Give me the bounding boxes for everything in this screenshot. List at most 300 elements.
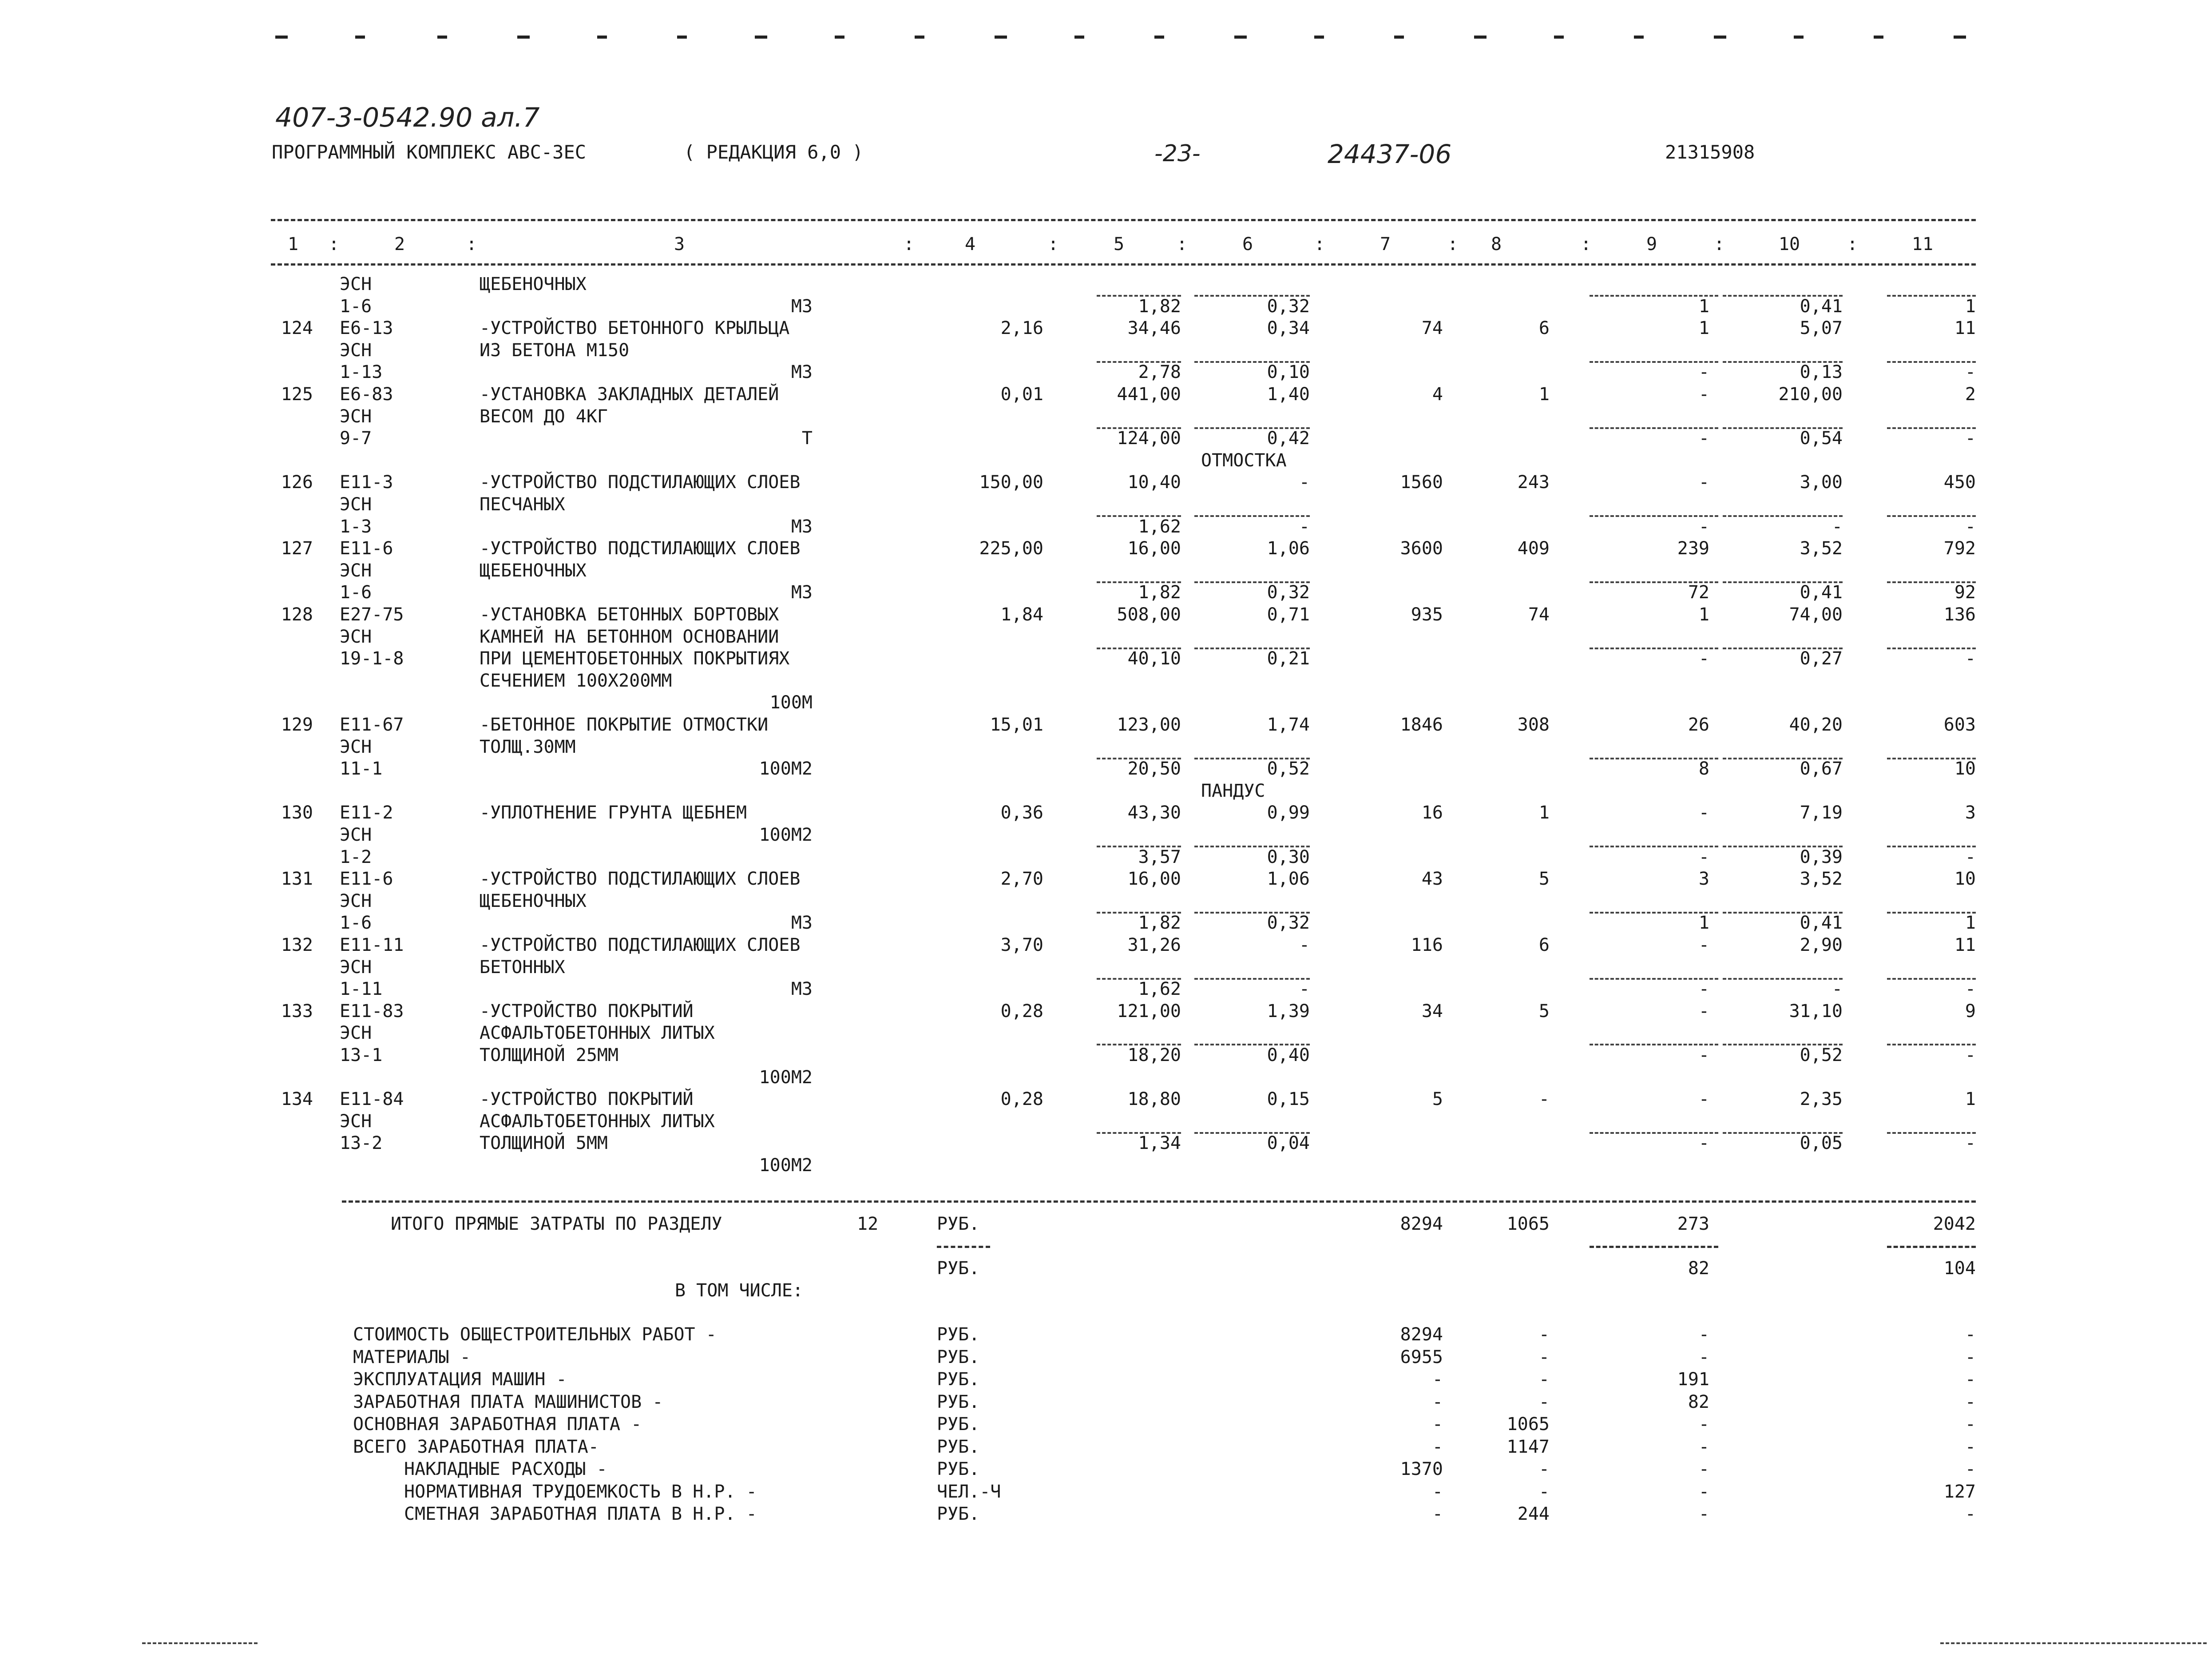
breakdown-label: ЭКСПЛУАТАЦИЯ МАШИН -	[353, 1369, 567, 1390]
table-cell-col11: 136	[1943, 604, 1976, 625]
column-separator: :	[1447, 234, 1459, 254]
table-cell-col3: -УСТАНОВКА БЕТОННЫХ БОРТОВЫХ	[480, 604, 779, 625]
breakdown-label: НОРМАТИВНАЯ ТРУДОЕМКОСТЬ В Н.Р. -	[404, 1482, 757, 1502]
table-cell-col4: 2,16	[1000, 318, 1043, 338]
column-header-10: 10	[1778, 234, 1800, 254]
table-cell-col8: 5	[1538, 1001, 1550, 1021]
table-cell-col5: 40,10	[1127, 648, 1181, 669]
column-separator: :	[1314, 234, 1325, 254]
table-cell-col11: -	[1965, 1133, 1976, 1153]
totals-top-rule	[342, 1200, 1976, 1203]
table-cell-col9: 3	[1698, 869, 1709, 889]
column-separator: :	[1581, 234, 1592, 254]
row-sub-rule	[1194, 978, 1310, 980]
table-cell-col3: -УСТРОЙСТВО ПОКРЫТИЙ	[480, 1089, 694, 1109]
table-cell-col6: -	[1299, 517, 1310, 537]
table-cell-col3: -УСТРОЙСТВО ПОДСТИЛАЮЩИХ СЛОЕВ	[480, 472, 801, 493]
table-cell-col11: 1	[1965, 1089, 1976, 1109]
top-dash-mark	[915, 36, 924, 39]
top-dash-mark	[1554, 36, 1564, 39]
column-separator: :	[1847, 234, 1858, 254]
table-cell-col9: -	[1698, 362, 1709, 382]
table-cell-col7: 74	[1421, 318, 1443, 338]
column-header-8: 8	[1491, 234, 1502, 254]
table-cell-col11: 1	[1965, 913, 1976, 933]
table-cell-col10: 3,52	[1800, 538, 1843, 559]
table-cell-col6: 1,39	[1267, 1001, 1310, 1021]
table-cell-col2: Е11-67	[340, 715, 404, 735]
breakdown-col8: 1147	[1506, 1437, 1550, 1457]
table-cell-col6: 0,42	[1267, 428, 1310, 449]
table-cell-col3: ТОЛЩ.30ММ	[480, 737, 576, 757]
table-cell-col10: 74,00	[1789, 604, 1843, 625]
table-cell-col9: -	[1698, 1089, 1709, 1109]
table-cell-col11: 603	[1943, 715, 1976, 735]
handwritten-page-number: -23-	[1154, 140, 1201, 167]
breakdown-col11: -	[1965, 1347, 1976, 1367]
column-header-3: 3	[674, 234, 685, 254]
top-dash-mark	[597, 36, 607, 39]
table-cell-col5: 1,62	[1138, 517, 1181, 537]
row-sub-rule	[1887, 1044, 1976, 1045]
table-cell-col3: 100М2	[759, 759, 813, 779]
totals-col9: 273	[1677, 1214, 1709, 1234]
row-sub-rule	[1887, 295, 1976, 297]
top-dash-mark	[437, 36, 447, 39]
totals-col8: 1065	[1506, 1214, 1550, 1234]
table-cell-col10: 0,41	[1800, 296, 1843, 317]
table-cell-col6: 0,52	[1267, 759, 1310, 779]
table-cell-col9: 72	[1688, 582, 1709, 603]
breakdown-col11: -	[1965, 1437, 1976, 1457]
top-dash-mark	[1394, 36, 1404, 39]
table-cell-col3: БЕТОННЫХ	[480, 957, 565, 978]
top-dash-mark	[1074, 36, 1084, 39]
table-cell-col10: 0,52	[1800, 1045, 1843, 1065]
table-cell-col8: 409	[1517, 538, 1550, 559]
breakdown-col9: -	[1698, 1437, 1709, 1457]
table-cell-col6: 0,34	[1267, 318, 1310, 338]
totals-col11-underline	[1887, 1246, 1976, 1248]
table-cell-col10: 0,54	[1800, 428, 1843, 449]
table-cell-col6: 1,40	[1267, 384, 1310, 405]
table-cell-col2: 1-6	[340, 296, 372, 317]
table-cell-col5: 18,20	[1127, 1045, 1181, 1065]
top-dash-mark	[677, 36, 687, 39]
totals-col11b: 104	[1943, 1258, 1976, 1279]
breakdown-col9: -	[1698, 1324, 1709, 1345]
breakdown-label: ВСЕГО ЗАРАБОТНАЯ ПЛАТА-	[353, 1437, 599, 1457]
row-sub-rule	[1887, 1132, 1976, 1134]
table-cell-col3: -УСТРОЙСТВО ПОДСТИЛАЮЩИХ СЛОЕВ	[480, 935, 801, 955]
table-cell-col2: 13-2	[340, 1133, 383, 1153]
breakdown-col9: -	[1698, 1459, 1709, 1479]
document-code: 21315908	[1665, 141, 1755, 163]
table-cell-col1: 128	[281, 604, 313, 625]
top-dash-mark	[1794, 36, 1804, 39]
column-header-7: 7	[1380, 234, 1391, 254]
table-cell-col6: -	[1299, 472, 1310, 493]
table-cell-col10: 7,19	[1800, 803, 1843, 823]
table-cell-col6: 0,40	[1267, 1045, 1310, 1065]
handwritten-doc-number: 407-3-0542.90 ал.7	[275, 102, 540, 133]
table-cell-col9: 1	[1698, 604, 1709, 625]
table-cell-col6: 1,06	[1267, 869, 1310, 889]
table-cell-col7: 1560	[1400, 472, 1443, 493]
table-cell-col9: -	[1698, 517, 1709, 537]
row-sub-rule	[1887, 648, 1976, 649]
table-cell-col3: -УПЛОТНЕНИЕ ГРУНТА ЩЕБНЕМ	[480, 803, 747, 823]
breakdown-col11: -	[1965, 1324, 1976, 1345]
column-header-2: 2	[394, 234, 405, 254]
table-cell-col1: 124	[281, 318, 313, 338]
including-label: В ТОМ ЧИСЛЕ:	[675, 1280, 803, 1301]
table-cell-col2: Е11-6	[340, 538, 393, 559]
table-cell-col3: -УСТРОЙСТВО БЕТОННОГО КРЫЛЬЦА	[480, 318, 790, 338]
table-cell-col3: ЩЕБЕНОЧНЫХ	[480, 891, 587, 911]
breakdown-col8: -	[1538, 1347, 1550, 1367]
table-cell-col2: 19-1-8	[340, 648, 404, 669]
table-cell-col5: 121,00	[1117, 1001, 1181, 1021]
table-cell-col10: 0,41	[1800, 913, 1843, 933]
table-cell-col4: 2,70	[1000, 869, 1043, 889]
column-separator: :	[1714, 234, 1725, 254]
table-cell-col5: 1,62	[1138, 979, 1181, 999]
table-cell-col2: 1-2	[340, 847, 372, 867]
table-cell-col3: М3	[791, 517, 813, 537]
table-cell-col1: 134	[281, 1089, 313, 1109]
table-cell-col5: 123,00	[1117, 715, 1181, 735]
table-cell-col6: -	[1299, 935, 1310, 955]
top-dash-mark	[1474, 36, 1487, 39]
table-cell-col8: 1	[1538, 384, 1550, 405]
totals-label: ИТОГО ПРЯМЫЕ ЗАТРАТЫ ПО РАЗДЕЛУ	[391, 1214, 722, 1234]
table-cell-col8: 74	[1528, 604, 1550, 625]
table-cell-col4: 225,00	[979, 538, 1043, 559]
table-cell-col1: 127	[281, 538, 313, 559]
totals-col9-underline	[1590, 1246, 1718, 1248]
column-header-6: 6	[1242, 234, 1253, 254]
top-dash-mark	[355, 36, 365, 39]
table-cell-col11: 3	[1965, 803, 1976, 823]
totals-col9b: 82	[1688, 1258, 1709, 1279]
table-cell-col6: 0,32	[1267, 913, 1310, 933]
table-cell-col9: 239	[1677, 538, 1709, 559]
breakdown-label: СТОИМОСТЬ ОБЩЕСТРОИТЕЛЬНЫХ РАБОТ -	[353, 1324, 717, 1345]
table-cell-col3: -БЕТОННОЕ ПОКРЫТИЕ ОТМОСТКИ	[480, 715, 769, 735]
table-cell-col5: 2,78	[1138, 362, 1181, 382]
table-cell-col9: -	[1698, 648, 1709, 669]
table-cell-col4: 15,01	[990, 715, 1043, 735]
table-cell-col4: 0,01	[1000, 384, 1043, 405]
breakdown-col7: -	[1432, 1504, 1443, 1524]
breakdown-col9: -	[1698, 1504, 1709, 1524]
breakdown-col11: -	[1965, 1369, 1976, 1390]
table-cell-col9: -	[1698, 847, 1709, 867]
table-cell-col5: 1,82	[1138, 582, 1181, 603]
table-cell-col2: Е6-13	[340, 318, 393, 338]
table-cell-col2: 1-3	[340, 517, 372, 537]
table-cell-col11: 10	[1954, 759, 1976, 779]
breakdown-col9: -	[1698, 1482, 1709, 1502]
column-header-1: 1	[287, 234, 299, 254]
breakdown-col9: -	[1698, 1347, 1709, 1367]
table-cell-col10: 2,35	[1800, 1089, 1843, 1109]
table-cell-col9: 1	[1698, 913, 1709, 933]
breakdown-unit: РУБ.	[937, 1414, 980, 1434]
table-cell-col2: ЭСН	[340, 340, 372, 361]
breakdown-col7: -	[1432, 1437, 1443, 1457]
table-cell-col10: 0,41	[1800, 582, 1843, 603]
edition-label: ( РЕДАКЦИЯ 6,0 )	[684, 141, 864, 163]
table-cell-col11: -	[1965, 1045, 1976, 1065]
table-cell-col5: 1,82	[1138, 913, 1181, 933]
table-cell-col10: 0,39	[1800, 847, 1843, 867]
table-cell-col10: 2,90	[1800, 935, 1843, 955]
table-cell-col9: 1	[1698, 296, 1709, 317]
table-cell-col8: 243	[1517, 472, 1550, 493]
table-cell-col3: М3	[791, 979, 813, 999]
table-cell-col9: -	[1698, 803, 1709, 823]
table-cell-col4: 0,28	[1000, 1001, 1043, 1021]
table-cell-col9: 26	[1688, 715, 1709, 735]
top-dash-mark	[995, 36, 1007, 39]
table-cell-col11: 1	[1965, 296, 1976, 317]
table-cell-col7: 5	[1432, 1089, 1443, 1109]
table-cell-col2: ЭСН	[340, 560, 372, 581]
table-cell-col10: 0,27	[1800, 648, 1843, 669]
table-cell-col5: 124,00	[1117, 428, 1181, 449]
table-cell-col3: М3	[791, 913, 813, 933]
table-cell-col3: -УСТРОЙСТВО ПОДСТИЛАЮЩИХ СЛОЕВ	[480, 869, 801, 889]
column-separator: :	[466, 234, 477, 254]
breakdown-label: ОСНОВНАЯ ЗАРАБОТНАЯ ПЛАТА -	[353, 1414, 642, 1434]
table-cell-col5: 10,40	[1127, 472, 1181, 493]
table-cell-col9: -	[1698, 428, 1709, 449]
breakdown-col7: 8294	[1400, 1324, 1443, 1345]
breakdown-col7: -	[1432, 1482, 1443, 1502]
top-dash-mark	[1634, 36, 1644, 39]
table-cell-col2: ЭСН	[340, 957, 372, 978]
table-cell-col1: 133	[281, 1001, 313, 1021]
table-cell-col6: 0,32	[1267, 296, 1310, 317]
table-cell-col7: 34	[1421, 1001, 1443, 1021]
table-cell-col3: ПЕСЧАНЫХ	[480, 494, 565, 515]
table-cell-col9: -	[1698, 472, 1709, 493]
table-cell-col2: ЭСН	[340, 737, 372, 757]
table-cell-col3: Т	[801, 428, 813, 449]
table-cell-col8: -	[1538, 1089, 1550, 1109]
table-cell-col6: 0,99	[1267, 803, 1310, 823]
table-cell-col6: ПАНДУС	[1201, 781, 1265, 801]
table-cell-col6: 0,71	[1267, 604, 1310, 625]
table-cell-col11: 10	[1954, 869, 1976, 889]
table-cell-col2: 1-6	[340, 582, 372, 603]
table-cell-col3: ВЕСОМ ДО 4КГ	[480, 406, 608, 427]
totals-unit: РУБ.	[937, 1214, 980, 1234]
table-cell-col3: М3	[791, 582, 813, 603]
table-cell-col10: 40,20	[1789, 715, 1843, 735]
totals-col7: 8294	[1400, 1214, 1443, 1234]
breakdown-label: СМЕТНАЯ ЗАРАБОТНАЯ ПЛАТА В Н.Р. -	[404, 1504, 757, 1524]
breakdown-col9: 82	[1688, 1392, 1709, 1412]
table-cell-col11: 2	[1965, 384, 1976, 405]
table-cell-col3: АСФАЛЬТОБЕТОННЫХ ЛИТЫХ	[480, 1111, 715, 1132]
table-cell-col2: Е11-83	[340, 1001, 404, 1021]
bottom-left-scan-line	[142, 1642, 258, 1644]
row-sub-rule	[1723, 978, 1843, 980]
table-cell-col7: 16	[1421, 803, 1443, 823]
table-cell-col3: -УСТРОЙСТВО ПОКРЫТИЙ	[480, 1001, 694, 1021]
table-cell-col2: Е6-83	[340, 384, 393, 405]
top-dash-mark	[1234, 36, 1247, 39]
program-title: ПРОГРАММНЫЙ КОМПЛЕКС АВС-3ЕС	[272, 141, 587, 163]
column-header-11: 11	[1911, 234, 1934, 254]
table-cell-col5: 34,46	[1127, 318, 1181, 338]
table-cell-col3: ТОЛЩИНОЙ 25ММ	[480, 1045, 619, 1065]
breakdown-col8: -	[1538, 1392, 1550, 1412]
table-cell-col2: ЭСН	[340, 891, 372, 911]
table-cell-col3: ТОЛЩИНОЙ 5ММ	[480, 1133, 608, 1153]
table-cell-col5: 16,00	[1127, 869, 1181, 889]
table-cell-col2: Е11-84	[340, 1089, 404, 1109]
column-separator: :	[1048, 234, 1059, 254]
row-sub-rule	[1887, 978, 1976, 980]
table-header-rule	[271, 263, 1976, 266]
table-top-rule	[271, 219, 1976, 221]
table-cell-col3: ЩЕБЕНОЧНЫХ	[480, 560, 587, 581]
row-sub-rule	[1887, 846, 1976, 847]
top-dash-mark	[755, 36, 767, 39]
breakdown-col11: -	[1965, 1392, 1976, 1412]
table-cell-col9: -	[1698, 935, 1709, 955]
table-cell-col11: -	[1965, 428, 1976, 449]
table-cell-col3: ИЗ БЕТОНА М150	[480, 340, 630, 361]
table-cell-col4: 0,36	[1000, 803, 1043, 823]
table-cell-col11: 9	[1965, 1001, 1976, 1021]
table-cell-col6: 0,10	[1267, 362, 1310, 382]
table-cell-col6: ОТМОСТКА	[1201, 450, 1287, 471]
breakdown-col11: -	[1965, 1504, 1976, 1524]
table-cell-col5: 1,82	[1138, 296, 1181, 317]
breakdown-unit: РУБ.	[937, 1437, 980, 1457]
table-cell-col3: ПРИ ЦЕМЕНТОБЕТОННЫХ ПОКРЫТИЯХ	[480, 648, 790, 669]
table-cell-col10: -	[1831, 517, 1843, 537]
breakdown-label: НАКЛАДНЫЕ РАСХОДЫ -	[404, 1459, 607, 1479]
table-cell-col5: 43,30	[1127, 803, 1181, 823]
breakdown-col7: -	[1432, 1369, 1443, 1390]
table-cell-col7: 4	[1432, 384, 1443, 405]
top-dash-mark	[1314, 36, 1324, 39]
table-cell-col7: 116	[1411, 935, 1443, 955]
breakdown-unit: РУБ.	[937, 1369, 980, 1390]
table-cell-col6: 0,04	[1267, 1133, 1310, 1153]
row-sub-rule	[1887, 912, 1976, 914]
table-cell-col5: 31,26	[1127, 935, 1181, 955]
table-cell-col8: 1	[1538, 803, 1550, 823]
row-sub-rule	[1887, 361, 1976, 363]
table-cell-col9: -	[1698, 979, 1709, 999]
column-header-5: 5	[1113, 234, 1125, 254]
table-cell-col3: 100М2	[759, 1155, 813, 1176]
table-cell-col11: 11	[1954, 935, 1976, 955]
table-cell-col3: ЩЕБЕНОЧНЫХ	[480, 274, 587, 294]
breakdown-label: ЗАРАБОТНАЯ ПЛАТА МАШИНИСТОВ -	[353, 1392, 663, 1412]
table-cell-col6: 0,32	[1267, 582, 1310, 603]
table-cell-col3: М3	[791, 296, 813, 317]
table-cell-col11: 92	[1954, 582, 1976, 603]
table-cell-col3: СЕЧЕНИЕМ 100Х200ММ	[480, 671, 672, 691]
table-cell-col10: -	[1831, 979, 1843, 999]
table-cell-col11: -	[1965, 979, 1976, 999]
top-dash-mark	[275, 36, 288, 39]
table-cell-col6: 0,30	[1267, 847, 1310, 867]
breakdown-col8: -	[1538, 1324, 1550, 1345]
table-cell-col7: 3600	[1400, 538, 1443, 559]
breakdown-col8: 244	[1517, 1504, 1550, 1524]
table-cell-col4: 0,28	[1000, 1089, 1043, 1109]
table-cell-col11: -	[1965, 517, 1976, 537]
table-cell-col3: М3	[791, 362, 813, 382]
top-dash-mark	[835, 36, 844, 39]
table-cell-col2: Е11-2	[340, 803, 393, 823]
breakdown-col7: 6955	[1400, 1347, 1443, 1367]
table-cell-col2: 11-1	[340, 759, 383, 779]
table-cell-col6: 0,15	[1267, 1089, 1310, 1109]
table-cell-col9: 8	[1698, 759, 1709, 779]
table-cell-col10: 3,00	[1800, 472, 1843, 493]
table-cell-col3: -УСТАНОВКА ЗАКЛАДНЫХ ДЕТАЛЕЙ	[480, 384, 779, 405]
table-cell-col7: 1846	[1400, 715, 1443, 735]
table-cell-col8: 308	[1517, 715, 1550, 735]
table-cell-col11: -	[1965, 648, 1976, 669]
table-cell-col9: -	[1698, 1001, 1709, 1021]
breakdown-col8: -	[1538, 1369, 1550, 1390]
table-cell-col2: ЭСН	[340, 494, 372, 515]
table-cell-col10: 31,10	[1789, 1001, 1843, 1021]
row-sub-rule	[1723, 515, 1843, 517]
table-cell-col4: 150,00	[979, 472, 1043, 493]
table-cell-col10: 0,05	[1800, 1133, 1843, 1153]
top-dash-mark	[1874, 36, 1883, 39]
table-cell-col2: 1-11	[340, 979, 383, 999]
table-cell-col9: -	[1698, 384, 1709, 405]
table-cell-col6: 1,74	[1267, 715, 1310, 735]
table-cell-col2: Е11-11	[340, 935, 404, 955]
breakdown-col11: -	[1965, 1414, 1976, 1434]
top-dash-mark	[1954, 36, 1966, 39]
top-dash-mark	[1154, 36, 1164, 39]
breakdown-col8: -	[1538, 1482, 1550, 1502]
table-cell-col7: 43	[1421, 869, 1443, 889]
table-cell-col2: Е11-3	[340, 472, 393, 493]
table-cell-col5: 508,00	[1117, 604, 1181, 625]
top-dash-mark	[1714, 36, 1726, 39]
totals-col11: 2042	[1933, 1214, 1976, 1234]
table-cell-col6: 0,21	[1267, 648, 1310, 669]
breakdown-unit: РУБ.	[937, 1504, 980, 1524]
handwritten-stamp-number: 24437-06	[1328, 139, 1452, 169]
table-cell-col5: 18,80	[1127, 1089, 1181, 1109]
table-cell-col1: 129	[281, 715, 313, 735]
column-separator: :	[1177, 234, 1188, 254]
table-cell-col2: 1-13	[340, 362, 383, 382]
breakdown-col8: 1065	[1506, 1414, 1550, 1434]
breakdown-unit: ЧЕЛ.-Ч	[937, 1482, 1001, 1502]
table-cell-col5: 20,50	[1127, 759, 1181, 779]
table-cell-col6: 1,06	[1267, 538, 1310, 559]
breakdown-unit: РУБ.	[937, 1324, 980, 1345]
